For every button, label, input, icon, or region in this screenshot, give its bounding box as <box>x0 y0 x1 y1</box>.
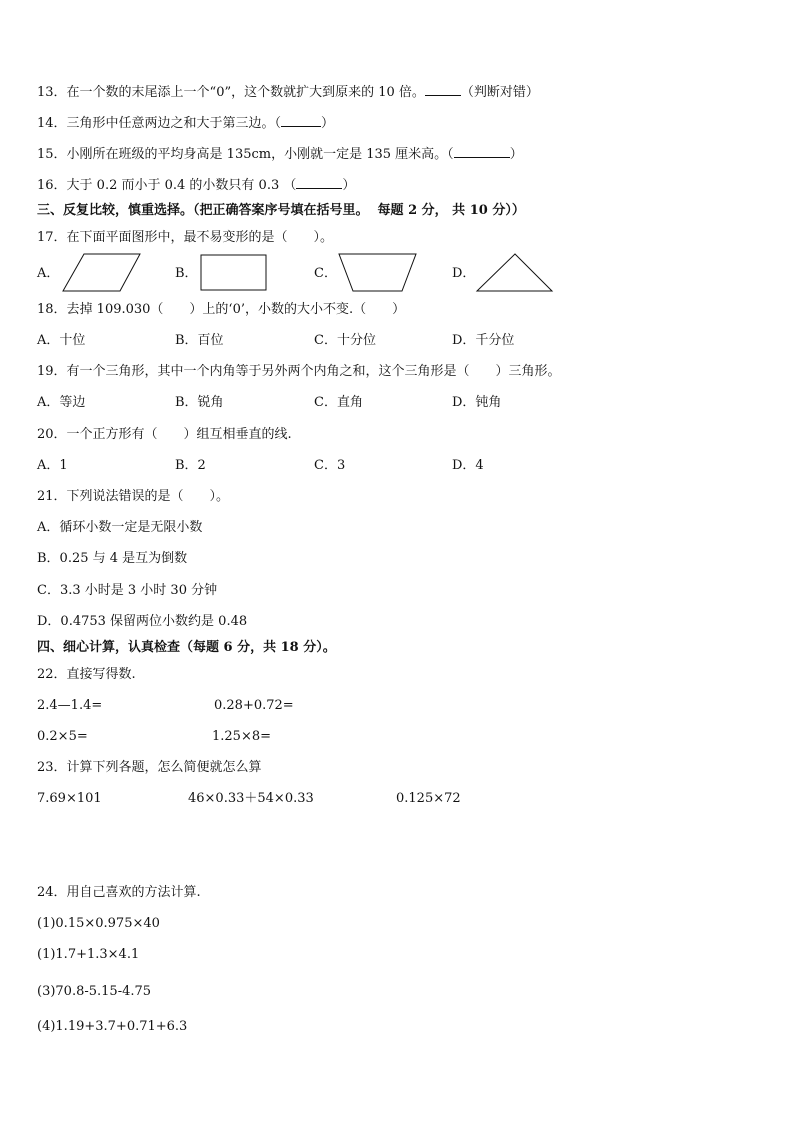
calc-item: (4)1.19+3.7+0.71+6.3 <box>37 1019 188 1034</box>
option-c[interactable]: C． <box>314 266 337 281</box>
option-d[interactable]: D．钝角 <box>452 395 502 410</box>
question-16-tail: ） <box>342 178 356 193</box>
option-b[interactable]: B．2 <box>175 458 206 473</box>
option-d[interactable]: D．0.4753 保留两位小数约是 0.48 <box>37 614 248 629</box>
option-c[interactable]: C．3 <box>314 458 346 473</box>
question-16-text: 16．大于 0.2 而小于 0.4 的小数只有 0.3 （ <box>37 178 297 193</box>
question-14-tail: ） <box>321 116 335 131</box>
section-4-title: 四、细心计算，认真检查（每题 6 分，共 18 分）。 <box>37 640 336 655</box>
calc-item: 0.28+0.72= <box>214 698 294 713</box>
option-b[interactable]: B． <box>175 266 198 281</box>
option-b[interactable]: B．百位 <box>175 333 224 348</box>
question-16 <box>37 176 355 195</box>
question-20: 20．一个正方形有（ ）组互相垂直的线. <box>37 427 292 442</box>
option-d[interactable]: D．千分位 <box>452 333 515 348</box>
question-13 <box>37 83 539 102</box>
calc-item: (3)70.8-5.15-4.75 <box>37 984 152 999</box>
calc-item: 46×0.33＋54×0.33 <box>188 791 314 806</box>
question-15-text: 15．小刚所在班级的平均身高是 135cm，小刚就一定是 135 厘米高。（ <box>37 147 454 162</box>
section-3-title: 三、反复比较，慎重选择。（把正确答案序号填在括号里。 每题 2 分， 共 10 分）） <box>37 203 525 218</box>
rectangle-shape <box>200 254 268 292</box>
calc-item: 0.2×5= <box>37 729 88 744</box>
option-c[interactable]: C．直角 <box>314 395 363 410</box>
option-a[interactable]: A．等边 <box>37 395 86 410</box>
calc-item: (1)0.15×0.975×40 <box>37 916 160 931</box>
answer-blank[interactable] <box>425 83 461 96</box>
option-a[interactable]: A． <box>37 266 60 281</box>
question-17: 17．在下面平面图形中，最不易变形的是（ ）。 <box>37 230 334 245</box>
trapezoid-shape <box>338 253 418 293</box>
option-b[interactable]: B．锐角 <box>175 395 224 410</box>
option-a[interactable]: A．循环小数一定是无限小数 <box>37 520 203 535</box>
answer-blank[interactable] <box>296 176 342 189</box>
question-19: 19．有一个三角形，其中一个内角等于另外两个内角之和，这个三角形是（ ）三角形。 <box>37 364 561 379</box>
question-15 <box>37 145 523 164</box>
question-13-hint: （判断对错） <box>460 85 539 100</box>
calc-item: 2.4—1.4= <box>37 698 103 713</box>
calc-item: 7.69×101 <box>37 791 102 806</box>
answer-blank[interactable] <box>454 145 510 158</box>
option-b[interactable]: B．0.25 与 4 是互为倒数 <box>37 551 188 566</box>
question-21: 21．下列说法错误的是（ ）。 <box>37 489 230 504</box>
option-c[interactable]: C．十分位 <box>314 333 376 348</box>
calc-item: (1)1.7+1.3×4.1 <box>37 947 140 962</box>
calc-item: 0.125×72 <box>396 791 461 806</box>
question-14 <box>37 114 334 133</box>
option-c[interactable]: C．3.3 小时是 3 小时 30 分钟 <box>37 583 218 598</box>
question-22: 22．直接写得数. <box>37 667 136 682</box>
question-13-text: 13．在一个数的末尾添上一个“0”，这个数就扩大到原来的 10 倍。 <box>37 85 425 100</box>
option-a[interactable]: A．1 <box>37 458 68 473</box>
option-d[interactable]: D． <box>452 266 476 281</box>
option-a[interactable]: A．十位 <box>37 333 86 348</box>
question-24: 24．用自己喜欢的方法计算. <box>37 885 201 900</box>
question-23: 23．计算下列各题，怎么简便就怎么算 <box>37 760 262 775</box>
parallelogram-shape <box>62 253 142 293</box>
question-14-text: 14．三角形中任意两边之和大于第三边。（ <box>37 116 282 131</box>
answer-blank[interactable] <box>281 114 321 127</box>
calc-item: 1.25×8= <box>212 729 272 744</box>
option-d[interactable]: D．4 <box>452 458 484 473</box>
triangle-shape <box>476 253 554 293</box>
question-15-tail: ） <box>509 147 523 162</box>
question-18: 18．去掉 109.030（ ）上的‘0’，小数的大小不变.（ ） <box>37 302 406 317</box>
